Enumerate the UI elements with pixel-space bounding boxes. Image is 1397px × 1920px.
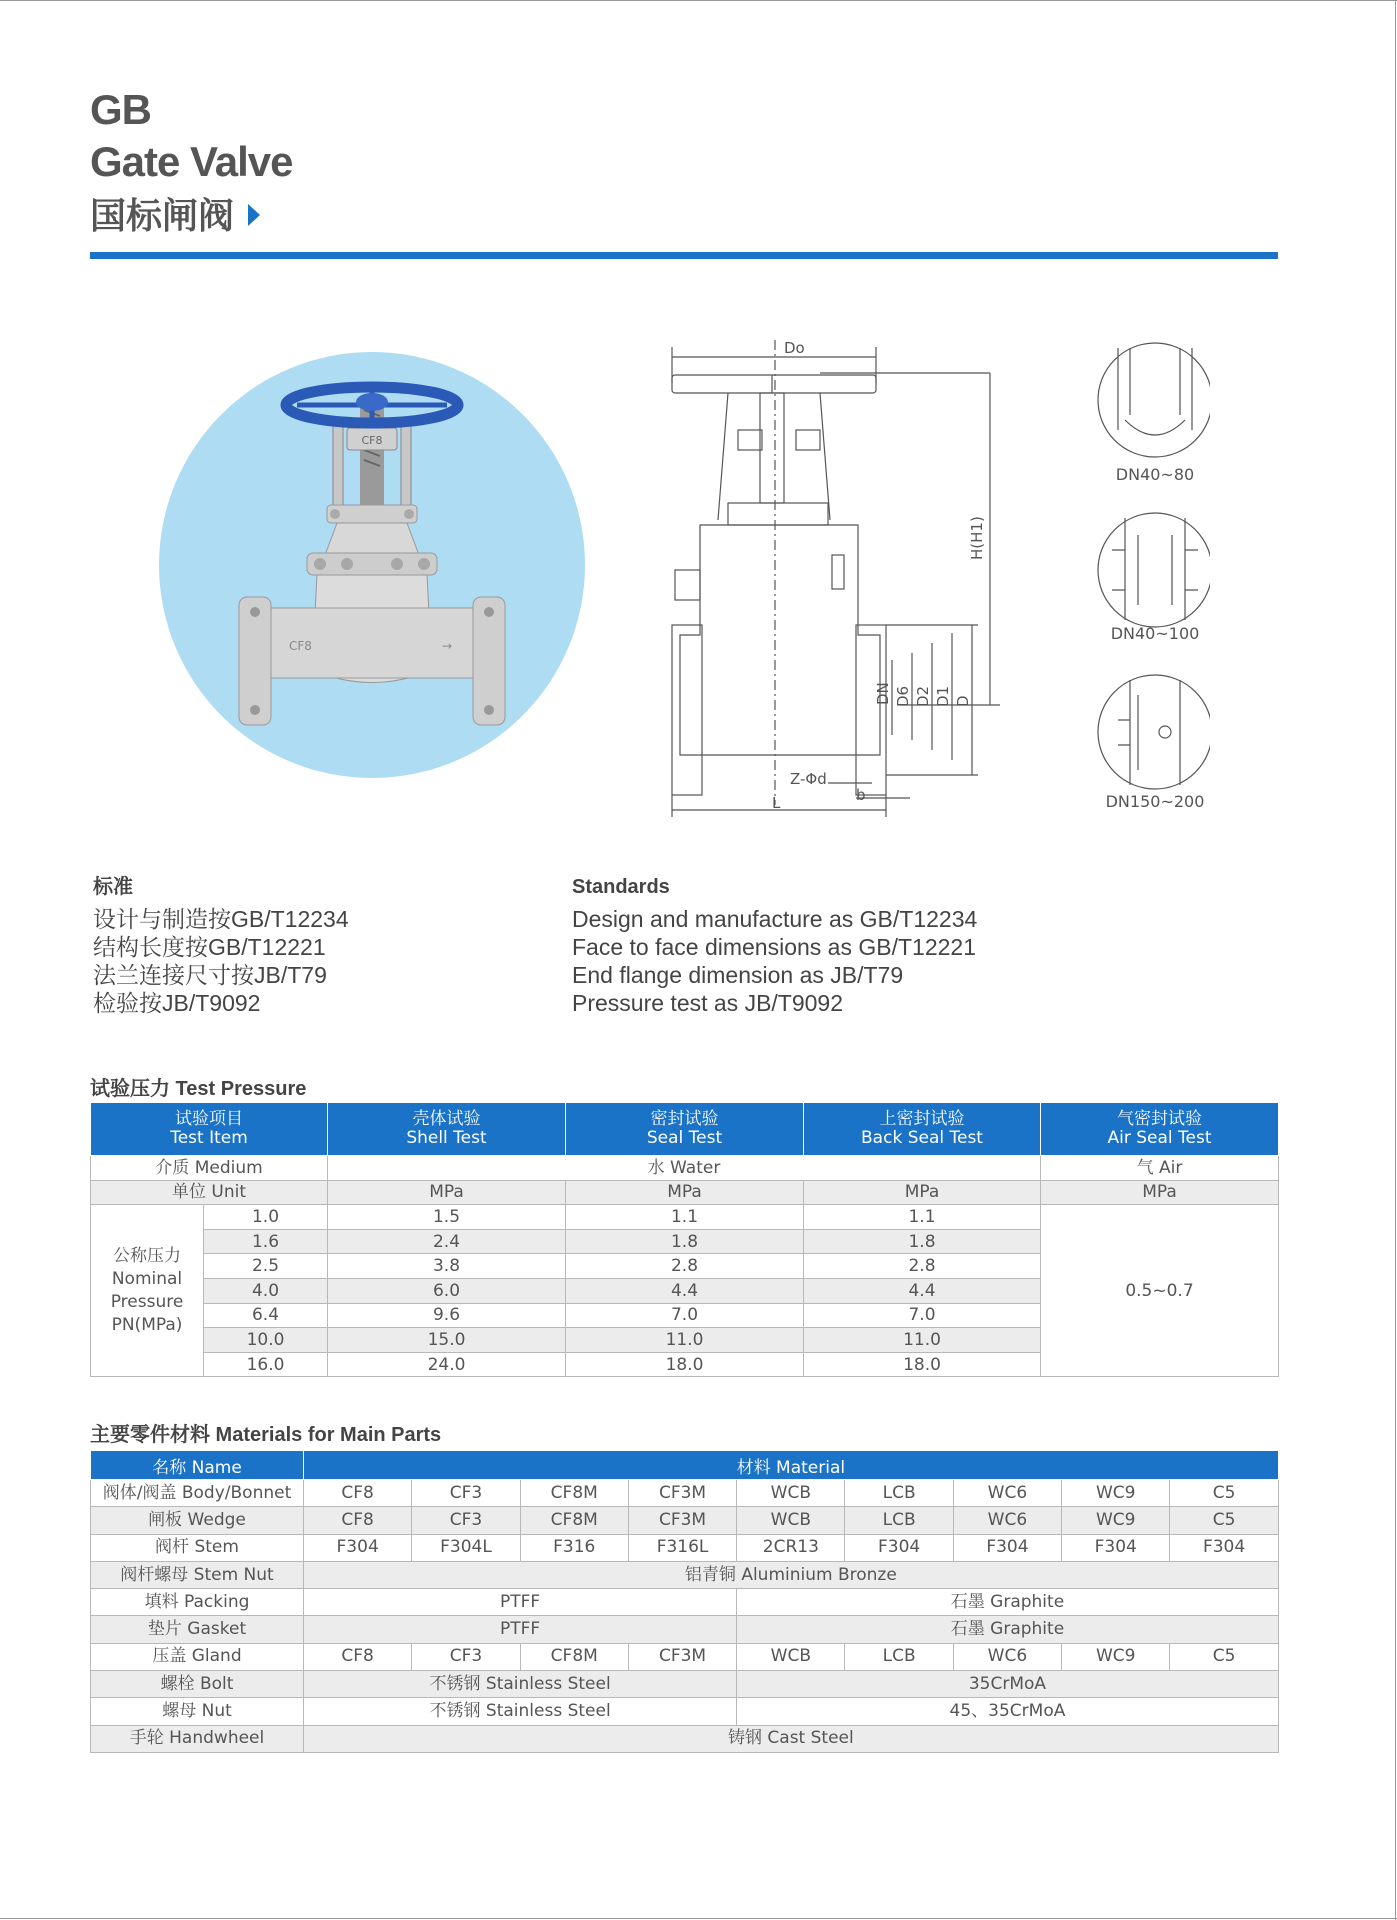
material-cell: 石墨 Graphite xyxy=(737,1616,1279,1643)
material-cell: C5 xyxy=(1170,1480,1278,1507)
pn-value: 10.0 xyxy=(204,1328,328,1353)
material-cell: PTFF xyxy=(304,1616,737,1643)
seal-value: 7.0 xyxy=(566,1303,804,1328)
pn-value: 4.0 xyxy=(204,1278,328,1303)
row-label: 填料 Packing xyxy=(91,1589,304,1616)
material-cell: CF8M xyxy=(520,1480,628,1507)
body-mark-right: → xyxy=(442,639,453,653)
material-cell: CF3M xyxy=(628,1480,736,1507)
table-row xyxy=(91,1180,1279,1205)
standards-en-line: End flange dimension as JB/T79 xyxy=(572,962,904,988)
material-cell: C5 xyxy=(1170,1507,1278,1534)
back-seal-value: 4.4 xyxy=(804,1278,1041,1303)
table-row xyxy=(91,1205,1279,1230)
table-row xyxy=(91,1643,1279,1670)
material-cell: WC6 xyxy=(953,1643,1061,1670)
material-cell: F304L xyxy=(412,1534,520,1561)
row-label: 闸板 Wedge xyxy=(91,1507,304,1534)
row-label: 阀杆螺母 Stem Nut xyxy=(91,1561,304,1588)
material-cell: 不锈钢 Stainless Steel xyxy=(304,1671,737,1698)
back-seal-value: 1.8 xyxy=(804,1229,1041,1254)
title-chinese xyxy=(90,192,260,240)
header-shell-test: 壳体试验 Shell Test xyxy=(328,1103,566,1156)
medium-air: 气 Air xyxy=(1041,1156,1279,1181)
label-z: Z-Φd xyxy=(790,770,827,788)
top-frame-line xyxy=(0,0,1397,1)
technical-drawing xyxy=(660,335,1020,825)
standards-en-line: Pressure test as JB/T9092 xyxy=(572,990,844,1016)
test-pressure-title: 试验压力 Test Pressure xyxy=(90,1078,307,1100)
nominal-pressure-label: 公称压力 Nominal Pressure PN(MPa) xyxy=(91,1205,204,1377)
standards-cn-heading: 标准 xyxy=(93,876,133,898)
material-cell: WC6 xyxy=(953,1507,1061,1534)
label-d: D xyxy=(954,695,972,707)
row-label: 阀杆 Stem xyxy=(91,1534,304,1561)
standards-chinese xyxy=(93,873,349,1017)
material-cell: LCB xyxy=(845,1480,953,1507)
unit-value: MPa xyxy=(1041,1180,1279,1205)
pn-value: 1.0 xyxy=(204,1205,328,1230)
material-cell: PTFF xyxy=(304,1589,737,1616)
material-cell: 35CrMoA xyxy=(737,1671,1279,1698)
shell-value: 24.0 xyxy=(328,1352,566,1377)
materials-table xyxy=(90,1450,1279,1753)
title-gate-valve: Gate Valve xyxy=(90,138,293,185)
unit-value: MPa xyxy=(328,1180,566,1205)
shell-value: 15.0 xyxy=(328,1328,566,1353)
material-cell: F316L xyxy=(628,1534,736,1561)
detail-label-3: DN150~200 xyxy=(1105,792,1205,811)
bottom-frame-line xyxy=(0,1918,1397,1919)
right-frame-line xyxy=(1395,0,1396,1920)
header-material: 材料 Material xyxy=(304,1451,1279,1480)
detail-label-2: DN40~100 xyxy=(1110,624,1200,643)
header-air-seal-test: 气密封试验 Air Seal Test xyxy=(1041,1103,1279,1156)
standards-cn-line: 检验按JB/T9092 xyxy=(93,990,261,1016)
material-cell: 石墨 Graphite xyxy=(737,1589,1279,1616)
back-seal-value: 11.0 xyxy=(804,1328,1041,1353)
material-cell: LCB xyxy=(845,1643,953,1670)
material-cell: F304 xyxy=(845,1534,953,1561)
standards-cn-line: 设计与制造按GB/T12234 xyxy=(93,906,349,932)
material-cell: 不锈钢 Stainless Steel xyxy=(304,1698,737,1725)
material-cell: CF3M xyxy=(628,1507,736,1534)
standards-en-line: Design and manufacture as GB/T12234 xyxy=(572,906,978,932)
material-cell: CF3M xyxy=(628,1643,736,1670)
table-row xyxy=(91,1671,1279,1698)
unit-value: MPa xyxy=(804,1180,1041,1205)
pn-value: 16.0 xyxy=(204,1352,328,1377)
label-b: b xyxy=(856,786,866,804)
material-cell: CF8M xyxy=(520,1643,628,1670)
body-mark-left: CF8 xyxy=(289,639,312,653)
seal-value: 1.8 xyxy=(566,1229,804,1254)
material-cell: F304 xyxy=(1170,1534,1278,1561)
test-pressure-table xyxy=(90,1102,1279,1377)
row-label: 手轮 Handwheel xyxy=(91,1725,304,1752)
material-cell: F304 xyxy=(953,1534,1061,1561)
detail-label-1: DN40~80 xyxy=(1115,465,1195,484)
seal-value: 2.8 xyxy=(566,1254,804,1279)
back-seal-value: 7.0 xyxy=(804,1303,1041,1328)
label-l: L xyxy=(772,794,781,812)
header-name: 名称 Name xyxy=(91,1451,304,1480)
medium-label: 介质 Medium xyxy=(91,1156,328,1181)
standards-cn-line: 结构长度按GB/T12221 xyxy=(93,934,326,960)
standards-english xyxy=(572,873,977,1017)
material-cell: WCB xyxy=(737,1643,845,1670)
label-h: H(H1) xyxy=(968,516,986,560)
material-cell: F316 xyxy=(520,1534,628,1561)
table-row xyxy=(91,1589,1279,1616)
label-dn: DN xyxy=(874,682,892,705)
row-label: 螺栓 Bolt xyxy=(91,1671,304,1698)
seal-value: 11.0 xyxy=(566,1328,804,1353)
back-seal-value: 2.8 xyxy=(804,1254,1041,1279)
material-cell: WCB xyxy=(737,1480,845,1507)
label-do: Do xyxy=(784,339,805,357)
seat-detail-drawings xyxy=(1080,340,1210,820)
pn-value: 1.6 xyxy=(204,1229,328,1254)
table-row xyxy=(91,1561,1279,1588)
material-cell: WC9 xyxy=(1062,1480,1170,1507)
row-label: 阀体/阀盖 Body/Bonnet xyxy=(91,1480,304,1507)
triangle-right-icon xyxy=(248,204,260,226)
table-row xyxy=(91,1156,1279,1181)
row-label: 螺母 Nut xyxy=(91,1698,304,1725)
unit-label: 单位 Unit xyxy=(91,1180,328,1205)
title-gb: GB xyxy=(90,86,151,133)
air-seal-value: 0.5~0.7 xyxy=(1041,1205,1279,1377)
table-row xyxy=(91,1698,1279,1725)
shell-value: 2.4 xyxy=(328,1229,566,1254)
table-row xyxy=(91,1616,1279,1643)
material-cell: F304 xyxy=(304,1534,412,1561)
materials-title: 主要零件材料 Materials for Main Parts xyxy=(90,1424,442,1446)
standards-cn-line: 法兰连接尺寸按JB/T79 xyxy=(93,962,327,988)
back-seal-value: 1.1 xyxy=(804,1205,1041,1230)
material-cell: 45、35CrMoA xyxy=(737,1698,1279,1725)
label-d2: D2 xyxy=(914,685,932,707)
material-cell: CF8M xyxy=(520,1507,628,1534)
table-row xyxy=(91,1480,1279,1507)
table-row xyxy=(91,1507,1279,1534)
table-header-row xyxy=(91,1103,1279,1156)
material-cell: CF8 xyxy=(304,1507,412,1534)
header-test-item: 试验项目 Test Item xyxy=(91,1103,328,1156)
back-seal-value: 18.0 xyxy=(804,1352,1041,1377)
shell-value: 1.5 xyxy=(328,1205,566,1230)
bonnet-mark: CF8 xyxy=(361,434,383,447)
material-cell: 铸钢 Cast Steel xyxy=(304,1725,1279,1752)
shell-value: 3.8 xyxy=(328,1254,566,1279)
material-cell: LCB xyxy=(845,1507,953,1534)
material-cell: C5 xyxy=(1170,1643,1278,1670)
seal-value: 18.0 xyxy=(566,1352,804,1377)
material-cell: WC6 xyxy=(953,1480,1061,1507)
material-cell: 铝青铜 Aluminium Bronze xyxy=(304,1561,1279,1588)
header-back-seal-test: 上密封试验 Back Seal Test xyxy=(804,1103,1041,1156)
label-d6: D6 xyxy=(894,685,912,707)
material-cell: CF3 xyxy=(412,1643,520,1670)
standards-en-heading: Standards xyxy=(572,876,670,898)
medium-water: 水 Water xyxy=(328,1156,1041,1181)
unit-value: MPa xyxy=(566,1180,804,1205)
material-cell: CF3 xyxy=(412,1480,520,1507)
material-cell: WCB xyxy=(737,1507,845,1534)
pn-value: 2.5 xyxy=(204,1254,328,1279)
material-cell: 2CR13 xyxy=(737,1534,845,1561)
material-cell: CF3 xyxy=(412,1507,520,1534)
material-cell: F304 xyxy=(1062,1534,1170,1561)
table-row xyxy=(91,1534,1279,1561)
material-cell: CF8 xyxy=(304,1643,412,1670)
seal-value: 1.1 xyxy=(566,1205,804,1230)
shell-value: 9.6 xyxy=(328,1303,566,1328)
title-chinese-text: 国标闸阀 xyxy=(90,195,235,236)
shell-value: 6.0 xyxy=(328,1278,566,1303)
material-cell: CF8 xyxy=(304,1480,412,1507)
label-d1: D1 xyxy=(934,685,952,707)
row-label: 压盖 Gland xyxy=(91,1643,304,1670)
table-header-row xyxy=(91,1451,1279,1480)
material-cell: WC9 xyxy=(1062,1643,1170,1670)
pn-value: 6.4 xyxy=(204,1303,328,1328)
material-cell: WC9 xyxy=(1062,1507,1170,1534)
standards-en-line: Face to face dimensions as GB/T12221 xyxy=(572,934,976,960)
header-rule xyxy=(90,252,1278,259)
table-row xyxy=(91,1725,1279,1752)
seal-value: 4.4 xyxy=(566,1278,804,1303)
valve-photo xyxy=(157,350,587,780)
row-label: 垫片 Gasket xyxy=(91,1616,304,1643)
header-seal-test: 密封试验 Seal Test xyxy=(566,1103,804,1156)
